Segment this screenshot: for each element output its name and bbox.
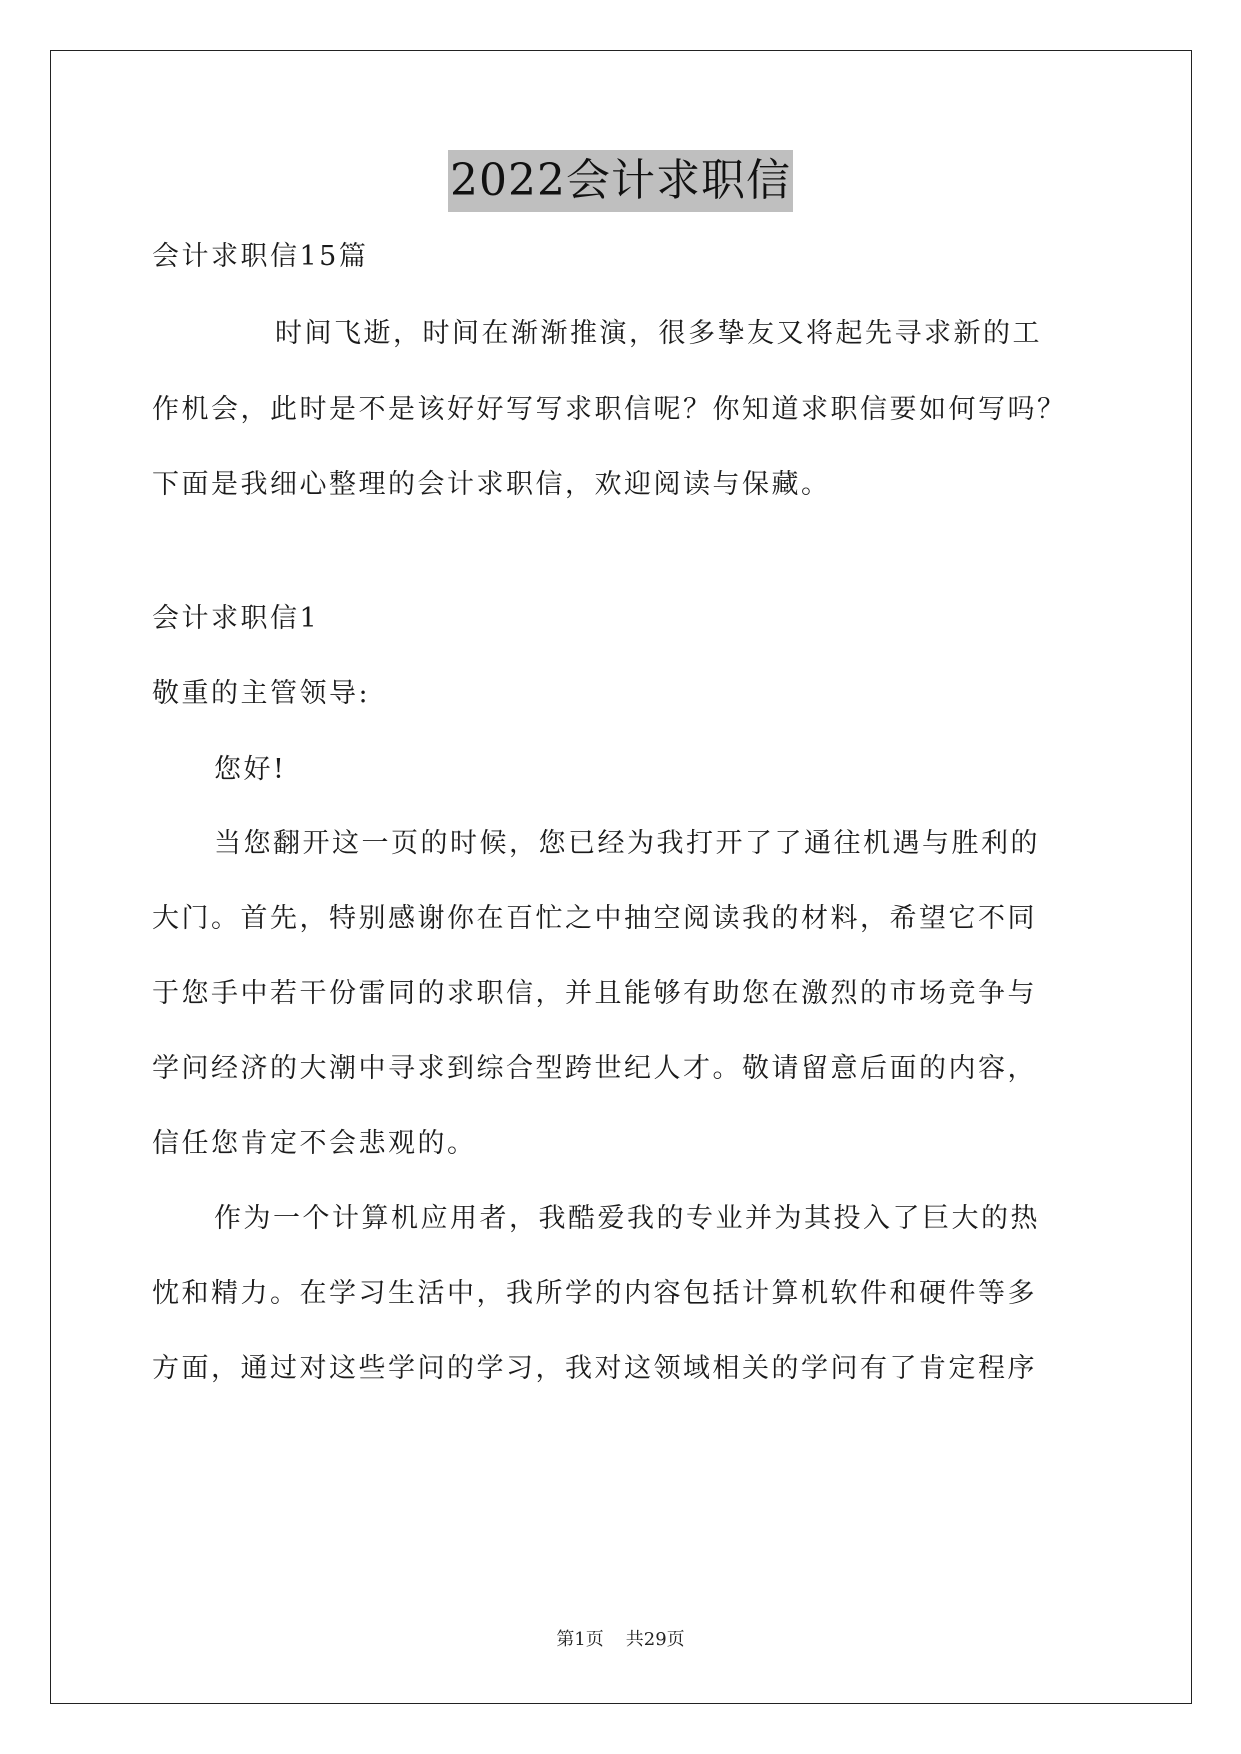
- body-line: 方面，通过对这些学问的学习，我对这领域相关的学问有了肯定程序: [152, 1353, 1037, 1384]
- subtitle-line: 会计求职信15篇: [152, 241, 369, 272]
- body-line: 作为一个计算机应用者，我酷爱我的专业并为其投入了巨大的热: [214, 1203, 1040, 1234]
- page-border: [50, 50, 1192, 1704]
- body-line: 忱和精力。在学习生活中，我所学的内容包括计算机软件和硬件等多: [152, 1278, 1037, 1309]
- body-line: 学问经济的大潮中寻求到综合型跨世纪人才。敬请留意后面的内容，: [152, 1053, 1037, 1084]
- page-total: 共29页: [625, 1629, 685, 1650]
- page-footer: [0, 1625, 1241, 1651]
- greeting: 您好!: [214, 754, 287, 785]
- title-container: [0, 150, 1241, 212]
- body-line: 下面是我细心整理的会计求职信，欢迎阅读与保藏。: [152, 469, 831, 500]
- body-line: 于您手中若干份雷同的求职信，并且能够有助您在激烈的市场竞争与: [152, 978, 1037, 1009]
- page-number: 第1页: [556, 1629, 604, 1650]
- body-line: 当您翻开这一页的时候，您已经为我打开了了通往机遇与胜利的: [214, 828, 1040, 859]
- salutation: 敬重的主管领导:: [152, 678, 371, 709]
- section-heading: 会计求职信1: [152, 603, 320, 634]
- body-line: 信任您肯定不会悲观的。: [152, 1128, 477, 1159]
- body-line: 时间飞逝，时间在渐渐推演，很多挚友又将起先寻求新的工: [275, 318, 1042, 349]
- document-title: 2022会计求职信: [448, 150, 793, 212]
- body-line: 作机会，此时是不是该好好写写求职信呢？你知道求职信要如何写吗？: [152, 394, 1067, 425]
- body-line: 大门。首先，特别感谢你在百忙之中抽空阅读我的材料，希望它不同: [152, 903, 1037, 934]
